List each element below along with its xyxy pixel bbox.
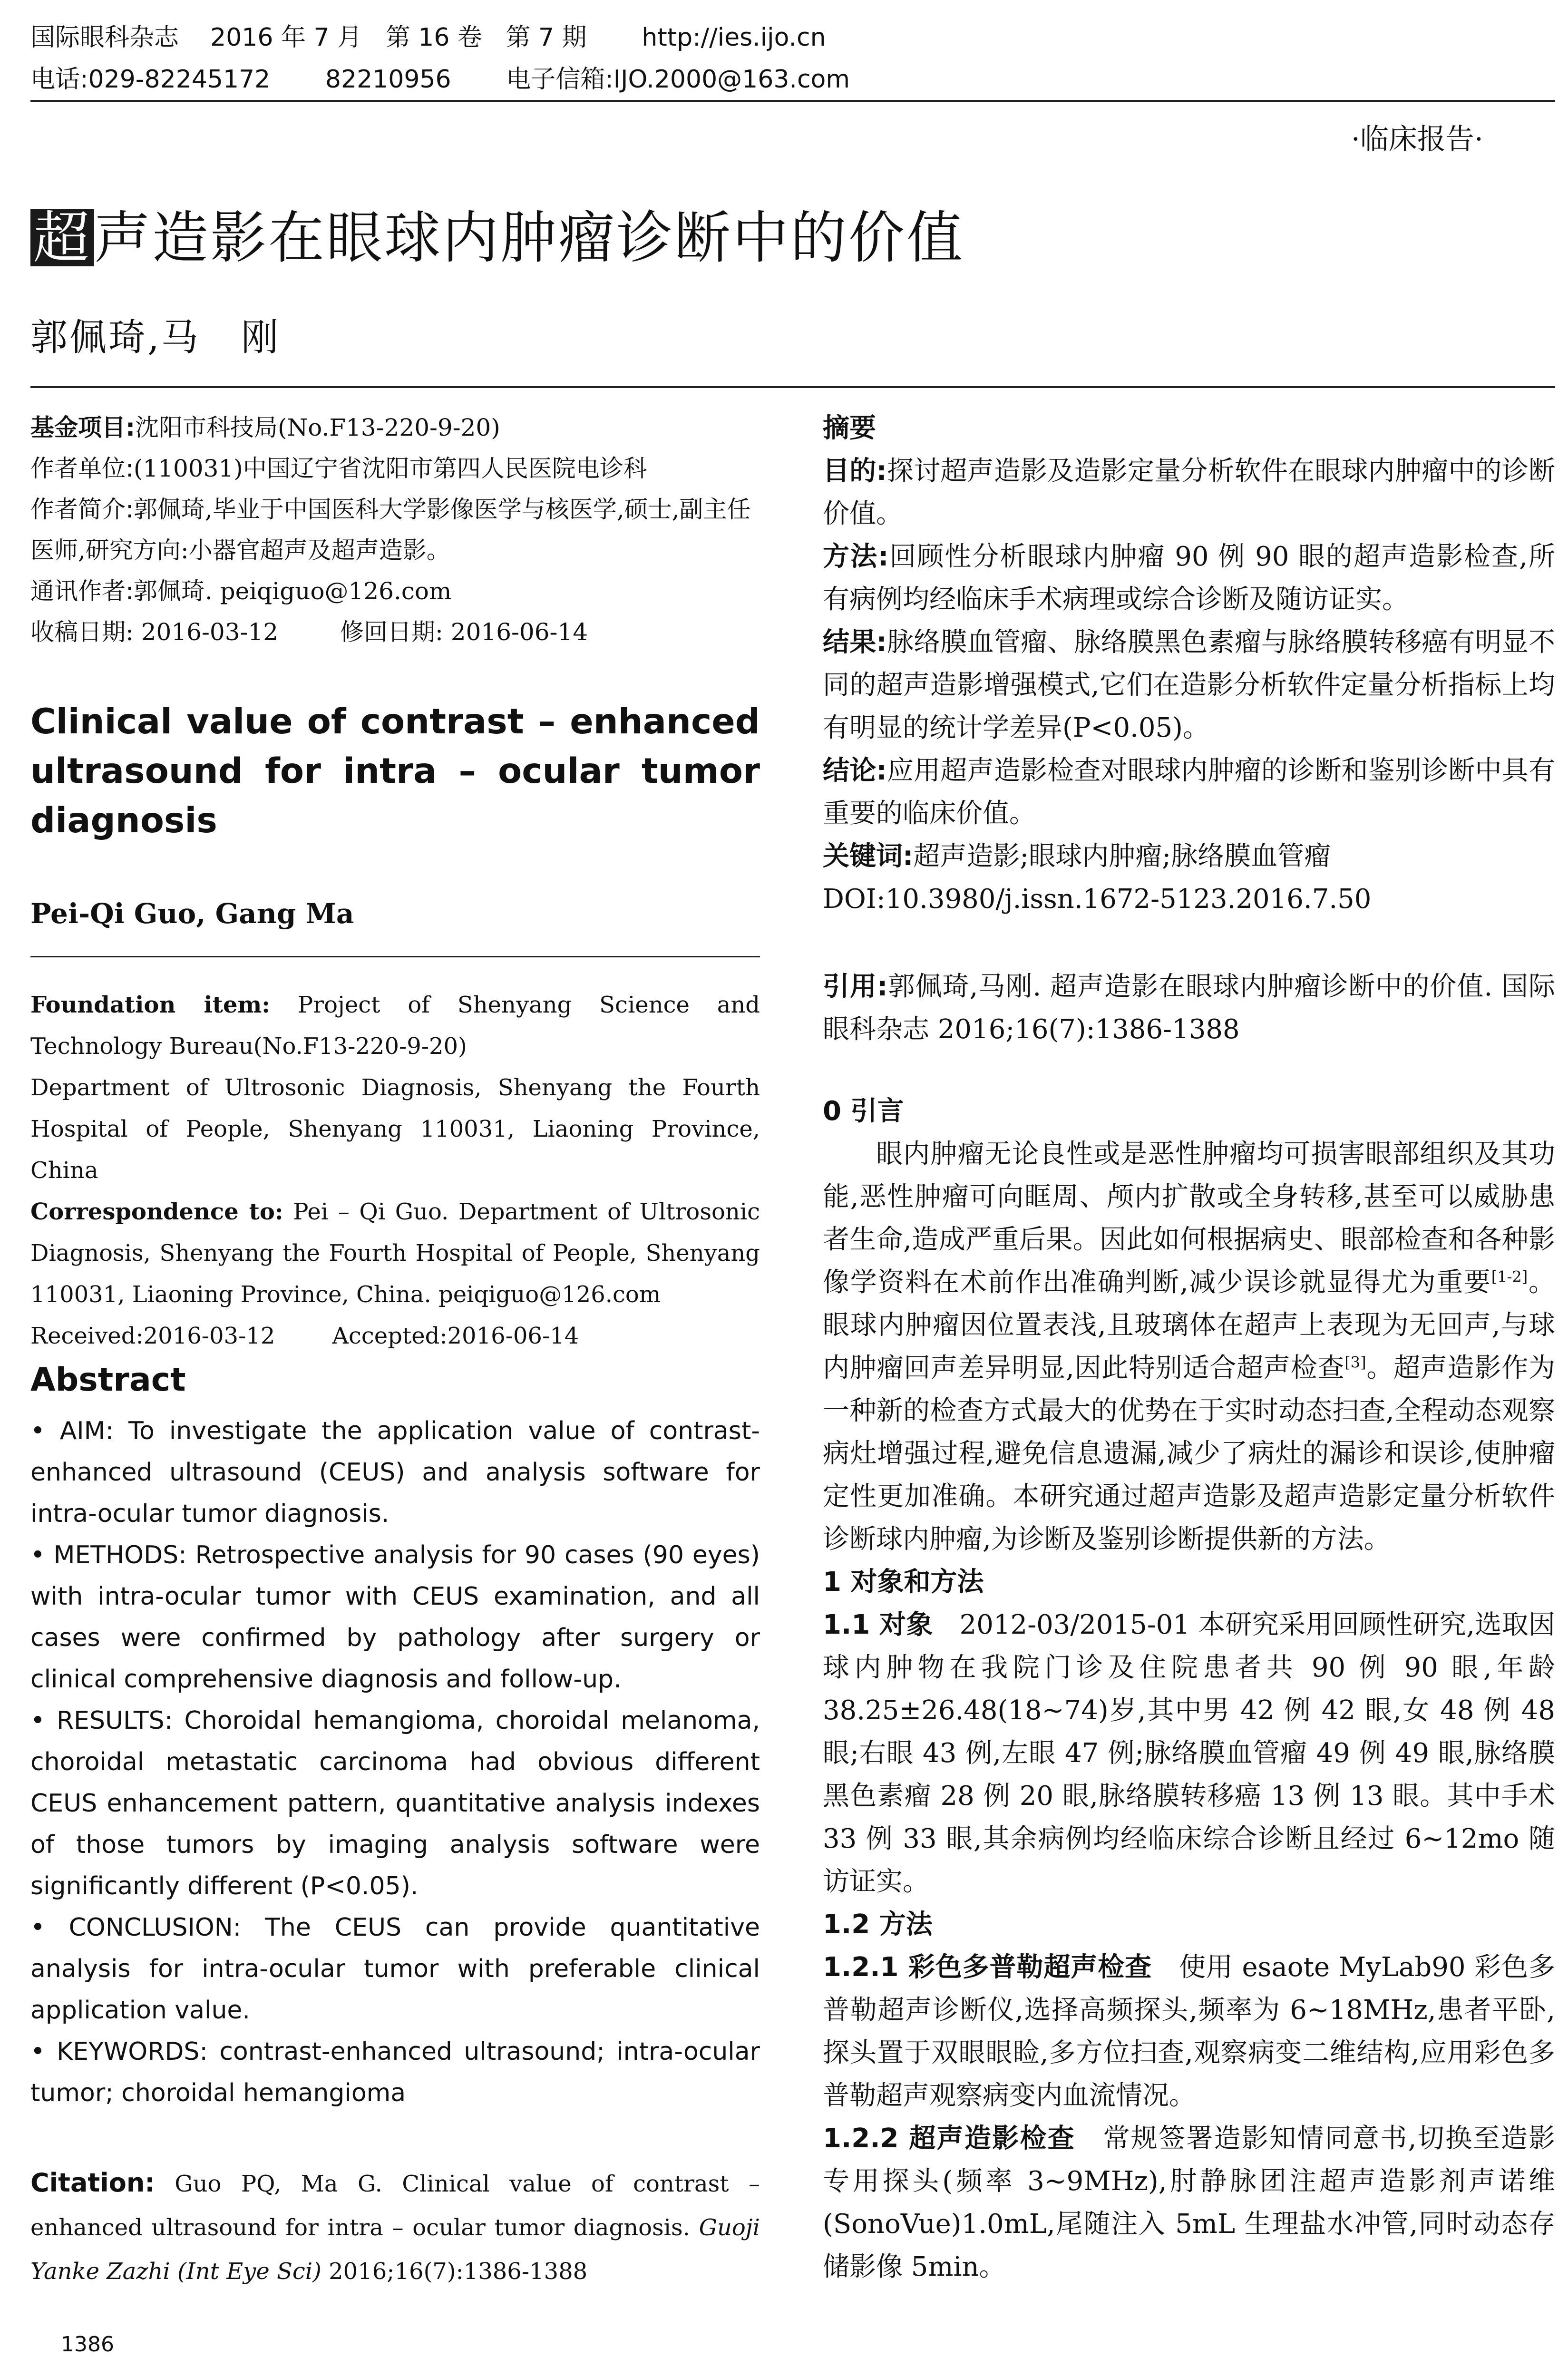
cn-meta	[30, 407, 760, 653]
cn-keywords-label: 关键词:	[823, 841, 914, 872]
title-rest: 声造影在眼球内肿瘤诊断中的价值	[94, 205, 965, 271]
foundation-label-en: Foundation item:	[30, 992, 271, 1018]
cn-abstract-heading: 摘要	[823, 413, 876, 444]
ref-1-2: [1-2]	[1491, 1267, 1528, 1286]
revised-cn: 修回日期: 2016-06-14	[340, 618, 588, 646]
abstract-heading: Abstract	[30, 1361, 186, 1399]
section-1-2-2-label: 1.2.2 超声造影检查	[823, 2123, 1076, 2154]
section-1-1-label: 1.1 对象	[823, 1609, 933, 1640]
cn-methods-label: 方法:	[823, 541, 889, 572]
citation-tail: 2016;16(7):1386-1388	[329, 2258, 588, 2285]
abstract-results: • RESULTS: Choroidal hemangioma, choroidal melanoma, choroidal metastatic carcinoma had obvious different CEUS enhancement pattern, quantitative analysis indexes of those tumors by imaging analysis software were significantly different (P<0.05).	[30, 1706, 760, 1900]
cn-conclusion: 应用超声造影检查对眼球内肿瘤的诊断和鉴别诊断中具有重要的临床价值。	[823, 755, 1555, 829]
journal-header-line1: 国际眼科杂志 2016 年 7 月 第 16 卷 第 7 期 http://ies.ijo.cn	[30, 23, 826, 52]
contact-label: 通讯作者:	[30, 577, 134, 605]
page-number: 1386	[61, 2332, 114, 2357]
cn-doi: DOI:10.3980/j.issn.1672-5123.2016.7.50	[823, 884, 1372, 915]
cn-keywords: 超声造影;眼球内肿瘤;脉络膜血管瘤	[913, 841, 1331, 872]
foundation-text: 沈阳市科技局(No.F13-220-9-20)	[135, 414, 500, 441]
citation-en	[30, 2161, 760, 2293]
body-text	[823, 1090, 1555, 2289]
intro-text-1: 眼内肿瘤无论良性或是恶性肿瘤均可损害眼部组织及其功能,恶性肿瘤可向眶周、颅内扩散或全身转移,甚至可以威胁患者生命,造成严重后果。因此如何根据病史、眼部检查和各种影像学资料在术前作出准确判断,减少误诊就显得尤为重要	[823, 1139, 1555, 1298]
section-1-2-2-text: 常规签署造影知情同意书,切换至造影专用探头(频率 3~9MHz),肘静脉团注超声造影剂声诺维(SonoVue)1.0mL,尾随注入 5mL 生理盐水冲管,同时动态存储影像 5min。	[823, 2123, 1555, 2282]
citation-cn	[823, 965, 1555, 1051]
received-cn: 收稿日期: 2016-03-12	[30, 618, 279, 646]
citation-cn-text: 郭佩琦,马刚. 超声造影在眼球内肿瘤诊断中的价值. 国际眼科杂志 2016;16(7):1386-1388	[823, 971, 1555, 1045]
en-authors-rule	[30, 956, 760, 957]
abstract-conclusion: • CONCLUSION: The CEUS can provide quantitative analysis for intra-ocular tumor with preferable clinical application value.	[30, 1913, 760, 2025]
received-en: Received:2016-03-12	[30, 1323, 275, 1349]
section-1-2-heading: 1.2 方法	[823, 1909, 933, 1940]
section-1-2-1-text: 使用 esaote MyLab90 彩色多普勒超声诊断仪,选择高频探头,频率为 6~18MHz,患者平卧,探头置于双眼眼睑,多方位扫查,观察病变二维结构,应用彩色多普勒超声观察病变内血流情况。	[823, 1952, 1556, 2111]
intro-heading: 0 引言	[823, 1096, 904, 1127]
unit-label: 作者单位:	[30, 455, 134, 482]
cn-results-label: 结果:	[823, 627, 887, 658]
citation-label: Citation:	[30, 2168, 155, 2198]
en-authors: Pei-Qi Guo, Gang Ma	[30, 897, 354, 930]
abstract-body	[30, 1411, 760, 2114]
citation-journal: Guoji Yanke Zazhi (Int Eye Sci)	[30, 2214, 760, 2285]
header-rule	[30, 100, 1555, 102]
correspondence-text: Pei – Qi Guo. Department of Ultrosonic Diagnosis, Shenyang the Fourth Hospital of People, Shenyang 110031, Liaoning Province, China. peiqiguo@126.com	[30, 1198, 760, 1308]
title-first-char: 超	[30, 209, 94, 266]
cn-methods: 回顾性分析眼球内肿瘤 90 例 90 眼的超声造影检查,所有病例均经临床手术病理或综合诊断及随访证实。	[823, 541, 1555, 615]
citation-cn-label: 引用:	[823, 971, 888, 1002]
journal-header-line2: 电话:029-82245172 82210956 电子信箱:IJO.2000@163.com	[30, 65, 850, 94]
cn-aim: 探讨超声造影及造影定量分析软件在眼球内肿瘤中的诊断价值。	[823, 456, 1555, 529]
department-en: Department of Ultrosonic Diagnosis, Shenyang the Fourth Hospital of People, Shenyang 110031, Liaoning Province, China	[30, 1074, 760, 1184]
title-rule	[30, 386, 1555, 388]
unit-text: (110031)中国辽宁省沈阳市第四人民医院电诊科	[133, 455, 647, 482]
intro-text-2: 。眼球内肿瘤因位置表浅,且玻璃体在超声上表现为无回声,与球内肿瘤回声差异明显,因此特别适合超声检查	[823, 1267, 1555, 1383]
abstract-keywords: • KEYWORDS: contrast-enhanced ultrasound; intra-ocular tumor; choroidal hemangioma	[30, 2037, 760, 2107]
correspondence-label: Correspondence to:	[30, 1198, 283, 1225]
bio-label: 作者简介:	[30, 496, 134, 523]
cn-aim-label: 目的:	[823, 456, 887, 487]
section-1-1-text: 2012-03/2015-01 本研究采用回顾性研究,选取因球内肿物在我院门诊及住院患者共 90 例 90 眼,年龄 38.25±26.48(18~74)岁,其中男 42 例 42 眼,女 48 例 48 眼;右眼 43 例,左眼 47 例;脉络膜血管瘤 49 例 49 眼,脉络膜黑色素瘤 28 例 20 眼,脉络膜转移癌 13 例 13 眼。其中手术 33 例 33 眼,其余病例均经临床综合诊断且经过 6~12mo 随访证实。	[823, 1609, 1556, 1897]
cn-abstract	[823, 407, 1555, 921]
abstract-aim: • AIM: To investigate the application value of contrast-enhanced ultrasound (CEUS) and analysis software for intra-ocular tumor diagnosis.	[30, 1417, 760, 1528]
ref-3: [3]	[1344, 1353, 1366, 1372]
accepted-en: Accepted:2016-06-14	[332, 1323, 579, 1349]
cn-conclusion-label: 结论:	[823, 755, 887, 786]
article-title	[30, 205, 964, 271]
en-meta	[30, 984, 760, 1357]
abstract-methods: • METHODS: Retrospective analysis for 90 cases (90 eyes) with intra-ocular tumor with CEUS examination, and all cases were confirmed by pathology after surgery or clinical comprehensive diagnosis and follow-up.	[30, 1541, 760, 1694]
bio-text: 郭佩琦,毕业于中国医科大学影像医学与核医学,硕士,副主任医师,研究方向:小器官超声及超声造影。	[30, 496, 751, 564]
citation-text: Guo PQ, Ma G. Clinical value of contrast – enhanced ultrasound for intra – ocular tumor diagnosis.	[30, 2171, 760, 2241]
section-1-2-1-label: 1.2.1 彩色多普勒超声检查	[823, 1952, 1152, 1983]
foundation-text-en: Project of Shenyang Science and Technology Bureau(No.F13-220-9-20)	[30, 992, 760, 1060]
section-label: ·临床报告·	[1351, 123, 1483, 156]
intro-text-3: 。超声造影作为一种新的检查方式最大的优势在于实时动态扫查,全程动态观察病灶增强过程,避免信息遗漏,减少了病灶的漏诊和误诊,使肿瘤定性更加准确。本研究通过超声造影及超声造影定量分析软件诊断球内肿瘤,为诊断及鉴别诊断提供新的方法。	[823, 1353, 1556, 1555]
contact-text: 郭佩琦. peiqiguo@126.com	[133, 577, 452, 605]
cn-results: 脉络膜血管瘤、脉络膜黑色素瘤与脉络膜转移癌有明显不同的超声造影增强模式,它们在造影分析软件定量分析指标上均有明显的统计学差异(P<0.05)。	[823, 627, 1555, 743]
foundation-label: 基金项目:	[30, 414, 135, 441]
section-1-heading: 1 对象和方法	[823, 1567, 984, 1598]
authors-cn: 郭佩琦,马 刚	[30, 316, 281, 359]
en-title: Clinical value of contrast – enhanced ultrasound for intra – ocular tumor diagnosis	[30, 701, 760, 841]
